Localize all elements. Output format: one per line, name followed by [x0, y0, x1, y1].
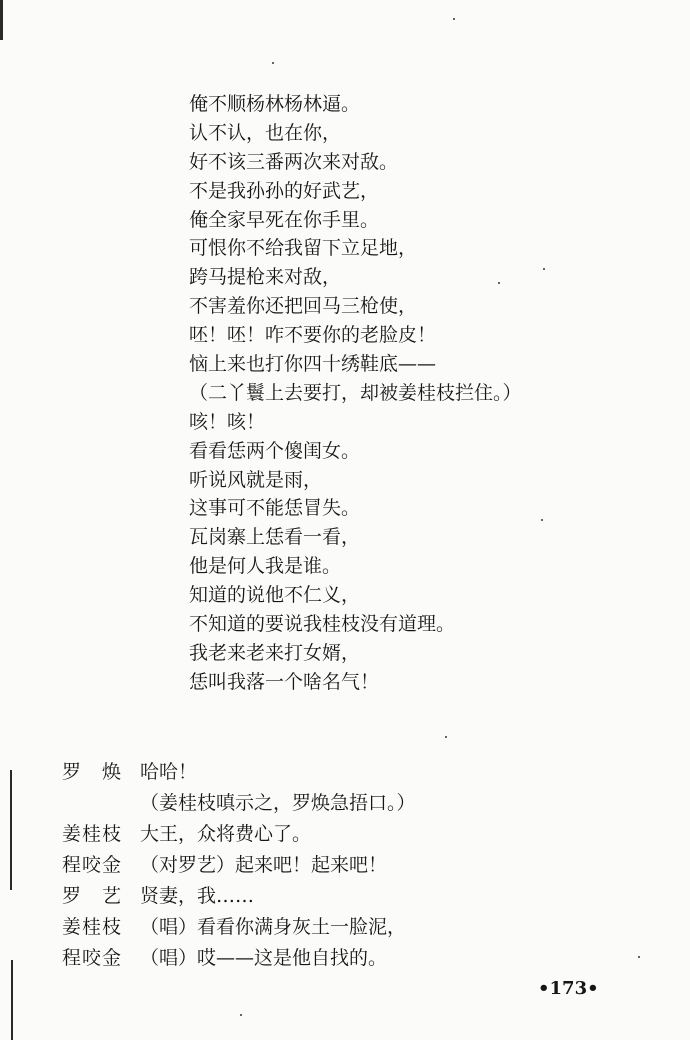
verse-line: 不知道的要说我桂枝没有道理。 — [189, 613, 456, 636]
verse-line: 知道的说他不仁义， — [189, 584, 361, 607]
verse-line: 呸！呸！咋不要你的老脸皮！ — [189, 324, 437, 347]
verse-line: 俺不顺杨林杨林逼。 — [189, 93, 361, 115]
verse-line: （二丫鬟上去要打，却被姜桂枝拦住。） — [189, 381, 522, 404]
speech-text: （唱）看看你满身灰土一脸泥， — [140, 916, 407, 938]
scan-speck — [541, 519, 543, 521]
verse-line: 瓦岗寨上恁看一看， — [189, 526, 361, 549]
speaker-name: 程咬金 — [62, 854, 123, 876]
page-number-mark-right: • — [587, 978, 599, 999]
speech-text: （对罗艺）起来吧！起来吧！ — [140, 854, 388, 876]
dialogue-line — [62, 881, 416, 912]
speaker-name: 罗 艺 — [62, 885, 123, 907]
scan-speck — [445, 736, 447, 738]
speech-text: 大王，众将费心了。 — [140, 823, 312, 845]
speech-text: （姜桂枝嗔示之，罗焕急捂口。） — [140, 792, 416, 814]
speaker-name: 姜桂枝 — [62, 823, 123, 845]
verse-line: 听说风就是雨， — [189, 468, 323, 491]
verse-line: 咳！咳！ — [189, 410, 266, 433]
verse-line: 俺全家早死在你手里。 — [189, 208, 380, 231]
speaker-name: 程咬金 — [62, 947, 123, 969]
dialogue-line — [62, 943, 416, 974]
scan-speck — [638, 956, 640, 958]
verse-line: 好不该三番两次来对敌。 — [189, 150, 399, 173]
scan-speck — [498, 282, 500, 284]
verse-block — [189, 90, 522, 697]
scan-speck — [543, 268, 545, 270]
verse-line: 不是我孙孙的好武艺， — [189, 179, 380, 202]
verse-line: 我老来老来打女婿， — [189, 641, 361, 664]
speech-text: （唱）哎——这是他自找的。 — [140, 947, 388, 969]
page-number-mark-left: • — [538, 978, 550, 999]
page-number-value: 173 — [549, 978, 588, 999]
speaker-name: 姜桂枝 — [62, 916, 123, 938]
verse-line: 跨马提枪来对敌， — [189, 266, 342, 289]
binding-edge-mark — [10, 770, 12, 890]
verse-line: 他是何人我是谁。 — [189, 555, 342, 578]
verse-line: 认不认，也在你， — [189, 121, 342, 144]
verse-line: 看看恁两个傻闺女。 — [189, 439, 361, 462]
dialogue-line — [62, 912, 416, 943]
dialogue-line — [62, 757, 416, 788]
stage-direction — [62, 788, 416, 819]
scan-speck — [453, 18, 455, 20]
verse-line: 不害羞你还把回马三枪使， — [189, 295, 418, 318]
page-number — [538, 978, 599, 999]
scan-speck — [240, 1014, 242, 1016]
dialogue-block — [62, 757, 416, 974]
verse-line: 恼上来也打你四十绣鞋底—— — [189, 353, 437, 376]
binding-edge-mark — [0, 0, 3, 40]
speech-text: 哈哈！ — [140, 761, 198, 783]
binding-edge-mark — [11, 960, 13, 1040]
speech-text: 贤妻，我…… — [140, 885, 255, 907]
verse-line: 这事可不能恁冒失。 — [189, 497, 361, 520]
verse-line: 恁叫我落一个啥名气！ — [189, 670, 380, 693]
dialogue-line — [62, 819, 416, 850]
speaker-name: 罗 焕 — [62, 761, 123, 783]
scan-speck — [272, 62, 274, 64]
dialogue-line — [62, 850, 416, 881]
verse-line: 可恨你不给我留下立足地， — [189, 237, 418, 260]
